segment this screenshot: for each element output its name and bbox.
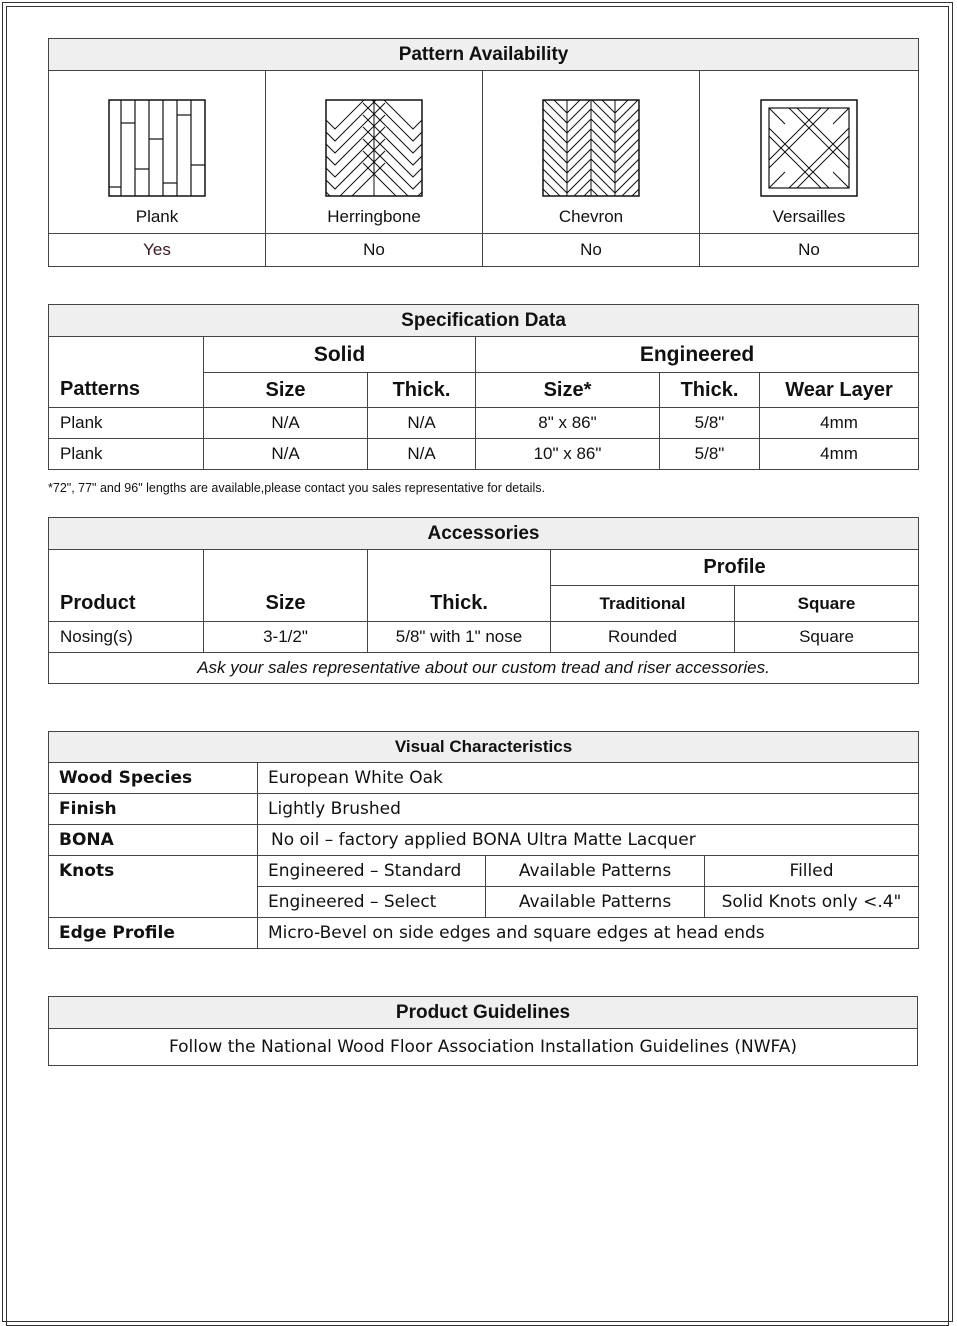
spec-cell: N/A — [368, 408, 476, 439]
spec-cell: 4mm — [760, 408, 919, 439]
table-row — [49, 408, 919, 439]
spec-cell: 4mm — [760, 439, 919, 470]
knots-label: Knots — [49, 856, 258, 918]
spec-cell: N/A — [204, 408, 368, 439]
pattern-name: Herringbone — [327, 207, 421, 226]
acc-cell: Nosing(s) — [49, 622, 204, 653]
spec-cell: Plank — [49, 408, 204, 439]
pattern-available-herringbone: No — [266, 234, 483, 267]
pattern-name: Plank — [135, 207, 179, 226]
pattern-cell-versailles — [700, 71, 919, 234]
wood-species-label: Wood Species — [49, 763, 258, 794]
acc-col-thick: Thick. — [368, 550, 551, 622]
spec-cell: 5/8" — [660, 408, 760, 439]
guidelines-title: Product Guidelines — [49, 997, 918, 1029]
spec-footnote: *72", 77" and 96" lengths are available,please contact you sales representative for details. — [48, 481, 545, 495]
knots-cell: Filled — [705, 856, 919, 887]
acc-col-size: Size — [204, 550, 368, 622]
plank-pattern-icon — [108, 99, 206, 197]
bona-value: No oil – factory applied BONA Ultra Matte Lacquer — [258, 825, 919, 856]
pattern-name: Versailles — [772, 207, 846, 226]
acc-col-square: Square — [735, 586, 919, 622]
spec-cell: N/A — [368, 439, 476, 470]
visual-title: Visual Characteristics — [49, 732, 919, 763]
table-row — [49, 439, 919, 470]
acc-cell: Rounded — [551, 622, 735, 653]
spec-group-solid: Solid — [204, 337, 476, 373]
acc-cell: 3-1/2" — [204, 622, 368, 653]
pattern-cell-plank — [49, 71, 266, 234]
pattern-name: Chevron — [558, 207, 624, 226]
knots-cell: Available Patterns — [486, 856, 705, 887]
spec-cell: Plank — [49, 439, 204, 470]
spec-cell: N/A — [204, 439, 368, 470]
knots-cell: Solid Knots only <.4" — [705, 887, 919, 918]
edge-profile-value: Micro-Bevel on side edges and square edges at head ends — [258, 918, 919, 949]
spec-col-eng-thick: Thick. — [660, 373, 760, 408]
edge-profile-label: Edge Profile — [49, 918, 258, 949]
pattern-availability-table — [48, 38, 919, 267]
acc-cell: 5/8" with 1" nose — [368, 622, 551, 653]
spec-group-engineered: Engineered — [476, 337, 919, 373]
herringbone-pattern-icon — [325, 99, 423, 197]
knots-cell: Available Patterns — [486, 887, 705, 918]
accessories-note: Ask your sales representative about our custom tread and riser accessories. — [49, 653, 919, 684]
spec-col-patterns: Patterns — [49, 337, 204, 408]
spec-col-solid-size: Size — [204, 373, 368, 408]
spec-cell: 5/8" — [660, 439, 760, 470]
table-row — [49, 622, 919, 653]
guidelines-text: Follow the National Wood Floor Association Installation Guidelines (NWFA) — [49, 1029, 918, 1066]
finish-label: Finish — [49, 794, 258, 825]
knots-cell: Engineered – Select — [258, 887, 486, 918]
pattern-cell-herringbone — [266, 71, 483, 234]
pattern-available-versailles: No — [700, 234, 919, 267]
accessories-title: Accessories — [49, 518, 919, 550]
bona-label: BONA — [49, 825, 258, 856]
specification-title: Specification Data — [49, 305, 919, 337]
pattern-available-chevron: No — [483, 234, 700, 267]
chevron-pattern-icon — [542, 99, 640, 197]
finish-value: Lightly Brushed — [258, 794, 919, 825]
spec-col-wear-layer: Wear Layer — [760, 373, 919, 408]
acc-cell: Square — [735, 622, 919, 653]
specification-table — [48, 304, 919, 470]
accessories-table — [48, 517, 919, 684]
acc-group-profile: Profile — [551, 550, 919, 586]
spec-cell: 10" x 86" — [476, 439, 660, 470]
spec-col-eng-size: Size* — [476, 373, 660, 408]
spec-col-solid-thick: Thick. — [368, 373, 476, 408]
versailles-pattern-icon — [760, 99, 858, 197]
acc-col-traditional: Traditional — [551, 586, 735, 622]
pattern-availability-title: Pattern Availability — [49, 39, 919, 71]
wood-species-value: European White Oak — [258, 763, 919, 794]
pattern-available-plank: Yes — [49, 234, 266, 267]
visual-characteristics-table — [48, 731, 919, 949]
acc-col-product: Product — [49, 550, 204, 622]
product-guidelines-table — [48, 996, 918, 1066]
knots-cell: Engineered – Standard — [258, 856, 486, 887]
pattern-cell-chevron — [483, 71, 700, 234]
spec-cell: 8" x 86" — [476, 408, 660, 439]
